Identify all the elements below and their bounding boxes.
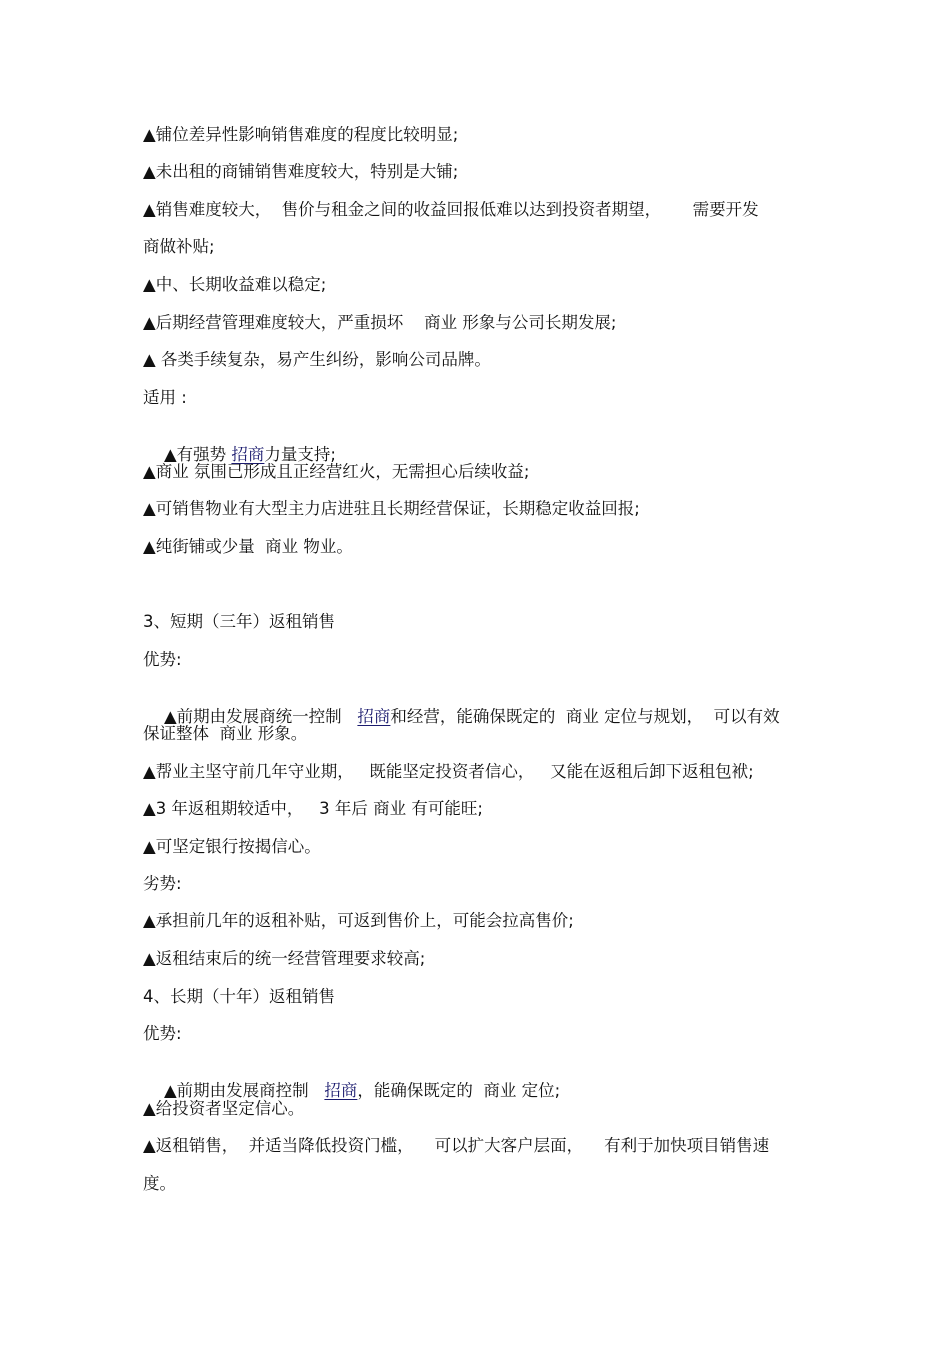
text-segment: ，能确保既定的 商业 定位; [357, 1081, 561, 1100]
text-line: ▲销售难度较大， 售价与租金之间的收益回报低难以达到投资者期望， 需要开发 [143, 200, 759, 219]
section-label-disadvantages: 劣势: [143, 874, 182, 893]
zhaoshang-link[interactable]: 招商 [357, 707, 391, 726]
text-segment: 和经营，能确保既定的 商业 定位与规划， 可以有效 [390, 707, 780, 726]
zhaoshang-link[interactable]: 招商 [324, 1081, 358, 1100]
text-line: ▲纯街铺或少量 商业 物业。 [143, 537, 353, 556]
zhaoshang-link[interactable]: 招商 [231, 445, 265, 464]
section-label-advantages: 优势: [143, 1024, 182, 1043]
text-line: ▲商业 氛围已形成且正经营红火，无需担心后续收益; [143, 462, 530, 481]
text-line: ▲可坚定银行按揭信心。 [143, 837, 321, 856]
section-label-advantages: 优势: [143, 650, 182, 669]
text-segment: ▲有强势 [163, 445, 232, 464]
text-line: ▲返租结束后的统一经营管理要求较高; [143, 949, 426, 968]
text-line: 商做补贴; [143, 237, 215, 256]
text-line: 保证整体 商业 形象。 [143, 724, 308, 743]
section-heading: 4、长期（十年）返租销售 [143, 987, 335, 1006]
text-segment: 力量支持; [264, 445, 336, 464]
text-line: ▲给投资者坚定信心。 [143, 1099, 305, 1118]
text-line: ▲后期经营管理难度较大，严重损坏 商业 形象与公司长期发展; [143, 313, 617, 332]
text-line: ▲ 各类手续复杂，易产生纠纷，影响公司品牌。 [143, 350, 491, 369]
text-segment: ▲前期由发展商控制 [163, 1081, 325, 1100]
section-label-applicable: 适用 : [143, 388, 187, 407]
text-line: ▲未出租的商铺销售难度较大，特别是大铺; [143, 162, 459, 181]
section-heading: 3、短期（三年）返租销售 [143, 612, 335, 631]
text-line: ▲返租销售， 并适当降低投资门槛， 可以扩大客户层面， 有利于加快项目销售速 [143, 1136, 770, 1155]
text-segment: ▲前期由发展商统一控制 [163, 707, 358, 726]
text-line: 度。 [143, 1174, 176, 1193]
text-line: ▲承担前几年的返租补贴，可返到售价上，可能会拉高售价; [143, 911, 574, 930]
text-line: ▲铺位差异性影响销售难度的程度比较明显; [143, 125, 459, 144]
text-line: ▲中、长期收益难以稳定; [143, 275, 327, 294]
text-line: ▲可销售物业有大型主力店进驻且长期经营保证，长期稳定收益回报; [143, 499, 640, 518]
text-line: ▲3 年返租期较适中， 3 年后 商业 有可能旺; [143, 799, 483, 818]
text-line: ▲帮业主坚守前几年守业期， 既能坚定投资者信心， 又能在返租后卸下返租包袱; [143, 762, 754, 781]
